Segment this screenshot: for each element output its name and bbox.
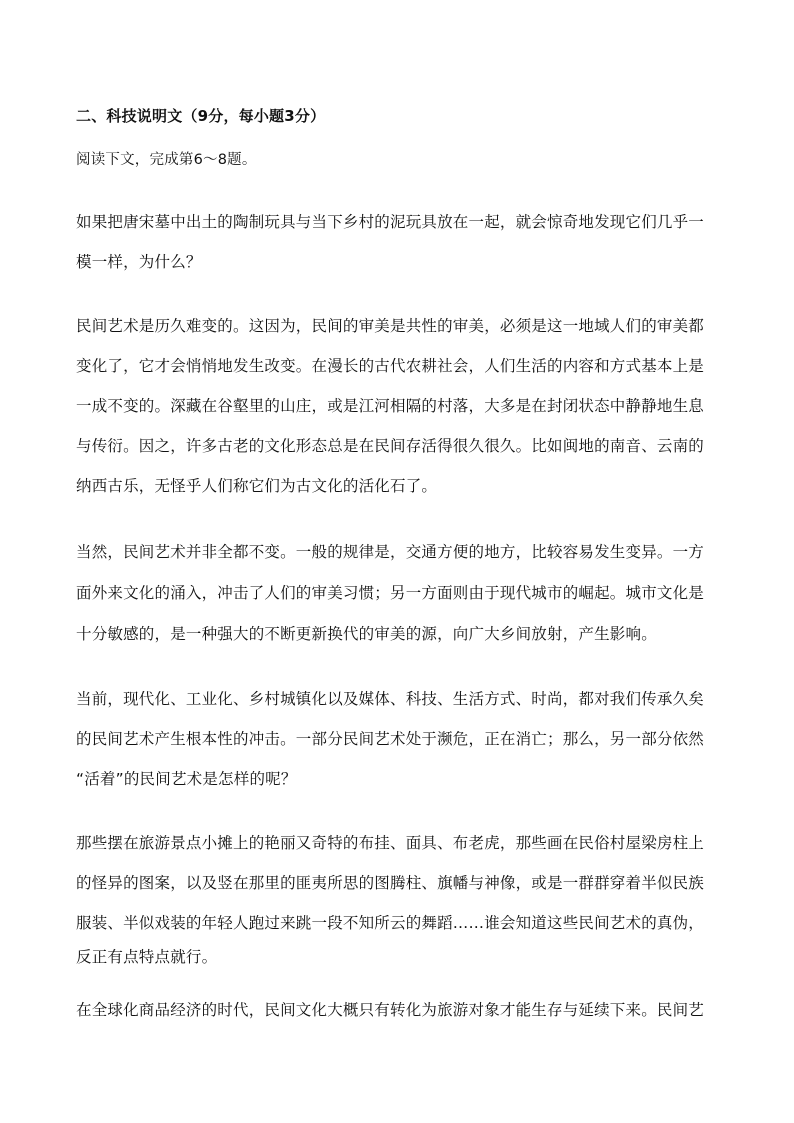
text-line: 变化了，它才会悄悄地发生改变。在漫长的古代农耕社会，人们生活的内容和方式基本上是 bbox=[76, 357, 705, 375]
text-line: 面外来文化的涌入，冲击了人们的审美习惯；另一方面则由于现代城市的崛起。城市文化是 bbox=[76, 584, 705, 602]
section-heading: 二、科技说明文（9分，每小题3分） bbox=[76, 107, 326, 125]
text-line: 的民间艺术产生根本性的冲击。一部分民间艺术处于濒危，正在消亡；那么，另一部分依然 bbox=[76, 730, 705, 748]
text-line: 十分敏感的，是一种强大的不断更新换代的审美的源，向广大乡间放射，产生影响。 bbox=[76, 625, 657, 643]
text-line: 的怪异的图案，以及竖在那里的匪夷所思的图腾柱、旗幡与神像，或是一群群穿着半似民族 bbox=[76, 874, 705, 892]
text-line: 当前，现代化、工业化、乡村城镇化以及媒体、科技、生活方式、时尚，都对我们传承久矣 bbox=[76, 690, 705, 708]
text-line: 如果把唐宋墓中出土的陶制玩具与当下乡村的泥玩具放在一起，就会惊奇地发现它们几乎一 bbox=[76, 213, 705, 231]
instruction-text: 阅读下文，完成第6～8题。 bbox=[76, 152, 257, 168]
text-line: 模一样，为什么？ bbox=[76, 253, 202, 271]
text-line: 反正有点特点就行。 bbox=[76, 948, 218, 966]
text-line: 那些摆在旅游景点小摊上的艳丽又奇特的布挂、面具、布老虎，那些画在民俗村屋梁房柱上 bbox=[76, 834, 705, 852]
text-line: 服装、半似戏装的年轻人跑过来跳一段不知所云的舞蹈……谁会知道这些民间艺术的真伪， bbox=[76, 914, 705, 932]
text-line: 与传衍。因之，许多古老的文化形态总是在民间存活得很久很久。比如闽地的南音、云南的 bbox=[76, 437, 705, 455]
text-line: 当然，民间艺术并非全都不变。一般的规律是，交通方便的地方，比较容易发生变异。一方 bbox=[76, 543, 705, 561]
text-line: 在全球化商品经济的时代，民间文化大概只有转化为旅游对象才能生存与延续下来。民间艺 bbox=[76, 1001, 705, 1019]
text-line: 纳西古乐，无怪乎人们称它们为古文化的活化石了。 bbox=[76, 477, 438, 495]
text-line: “活着”的民间艺术是怎样的呢？ bbox=[76, 770, 297, 788]
text-line: 一成不变的。深藏在谷壑里的山庄，或是江河相隔的村落，大多是在封闭状态中静静地生息 bbox=[76, 397, 705, 415]
text-line: 民间艺术是历久难变的。这因为，民间的审美是共性的审美，必须是这一地域人们的审美都 bbox=[76, 317, 705, 335]
